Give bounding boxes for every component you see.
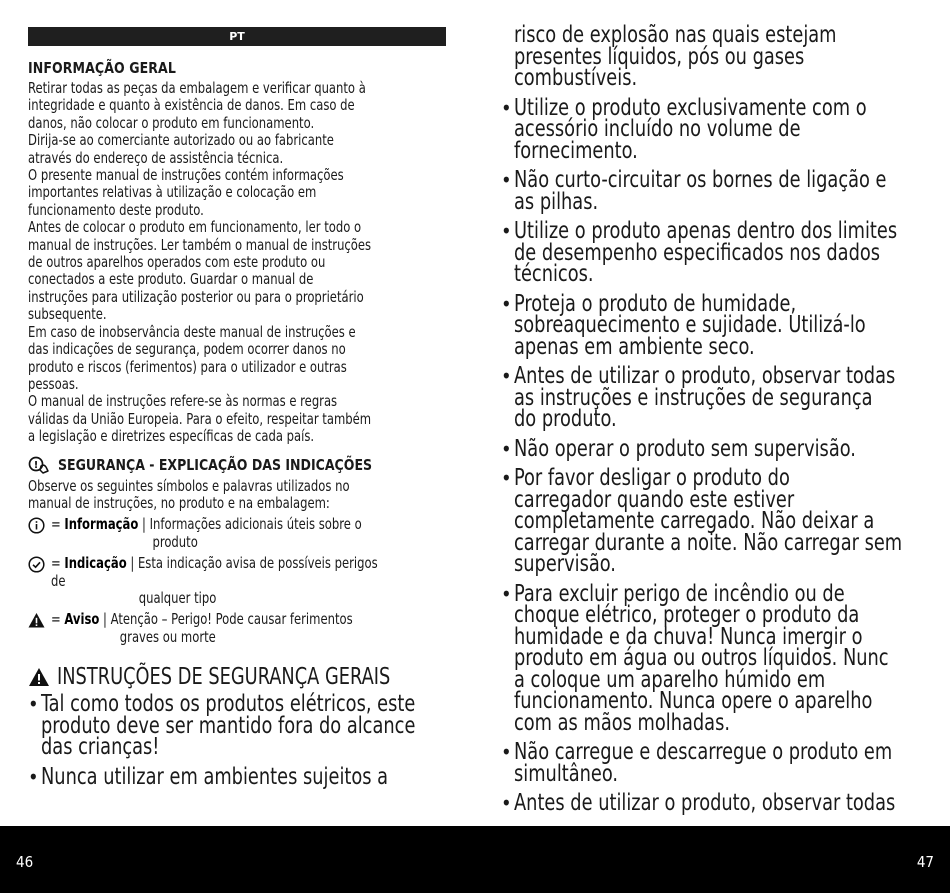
text-line: instruções para utilização posterior ou para o proprietário	[28, 287, 364, 306]
general-safety-heading: INSTRUÇÕES DE SEGURANÇA GERAIS	[57, 664, 391, 691]
text-line: Utilize o produto apenas dentro dos limites	[514, 218, 898, 244]
list-item	[501, 435, 922, 462]
text-line: a legislação e diretrizes específicas de cada país.	[28, 427, 315, 446]
text-line: produto deve ser mantido fora do alcance	[41, 712, 416, 739]
text-line: simultâneo.	[514, 760, 619, 787]
text-line: a coloque um aparelho húmido em	[514, 666, 826, 693]
list-item	[28, 691, 447, 761]
text-line: O manual de instruções refere-se às normas e regras	[28, 392, 338, 411]
list-item	[501, 739, 922, 787]
list-item	[501, 290, 922, 360]
symbol-term: Indicação	[64, 554, 127, 573]
text-line: técnicos.	[514, 261, 594, 287]
list-item	[501, 465, 922, 577]
bullet-icon: •	[28, 764, 39, 789]
info-circle-icon	[28, 517, 45, 534]
text-line: Retirar todas as peças da embalagem e verificar quanto à	[28, 79, 366, 97]
text-line: Antes de utilizar o produto, observar todas	[514, 363, 896, 389]
bullet-icon: •	[501, 95, 512, 120]
text-line: manual de instruções, no produto e na embalagem:	[28, 493, 330, 512]
text-line: as pilhas.	[514, 188, 599, 215]
text-line: combustíveis.	[514, 65, 638, 91]
text-line: acessório incluído no volume de	[514, 116, 801, 142]
bullet-icon: •	[501, 364, 512, 388]
text-line: através do endereço de assistência técnica.	[28, 148, 284, 167]
text-line: Nunca utilizar em ambientes sujeitos a	[41, 763, 389, 790]
text-line: fornecimento.	[514, 137, 638, 164]
text-line: supervisão.	[514, 551, 616, 577]
text-line: funcionamento deste produto.	[28, 200, 204, 219]
text-line: Não curto-circuitar os bornes de ligação e	[514, 167, 887, 193]
text-line: do produto.	[514, 406, 617, 432]
text-line: Observe os seguintes símbolos e palavras utilizados no	[28, 476, 350, 495]
general-info-heading: INFORMAÇÃO GERAL	[28, 59, 176, 77]
symbol-description: = Aviso | Atenção – Perigo! Pode causar ferimentos	[51, 610, 353, 629]
right-page	[475, 0, 950, 826]
text-line: importantes relativas à utilização e colocação em	[28, 183, 317, 202]
bullet-icon: •	[501, 466, 512, 490]
text-line: válidas da União Europeia. Para o efeito, respeitar também	[28, 409, 372, 428]
bullet-icon: •	[501, 168, 512, 192]
text-line: Tal como todos os produtos elétricos, este	[41, 691, 416, 718]
safety-list-right	[501, 94, 922, 816]
general-safety-header	[28, 664, 447, 690]
symbol-description: = Indicação | Esta indicação avisa de possíveis perigos de	[51, 554, 378, 590]
symbol-description-cont: produto	[152, 532, 198, 551]
text-line: apenas em ambiente seco.	[514, 333, 755, 360]
text-line: carregar durante a noite. Não carregar sem	[514, 529, 903, 556]
page-number-left: 46	[16, 853, 34, 871]
text-line: completamente carregado. Não deixar a	[514, 508, 875, 534]
warning-triangle-icon	[28, 612, 45, 629]
list-item	[501, 580, 922, 736]
general-info-text	[28, 80, 445, 446]
symbol-row	[28, 555, 447, 607]
text-line: com as mãos molhadas.	[514, 709, 731, 736]
text-line: Não carregue e descarregue o produto em	[514, 739, 893, 765]
symbol-term: Aviso	[64, 610, 100, 629]
bullet-icon: •	[501, 219, 512, 243]
bullet-icon: •	[501, 740, 512, 764]
text-line: pessoas.	[28, 374, 79, 393]
text-line: sobreaquecimento e sujidade. Utilizá-lo	[514, 312, 866, 338]
text-line: Dirija-se ao comerciante autorizado ou ao fabricante	[28, 131, 334, 150]
safety-explanation-heading: SEGURANÇA - EXPLICAÇÃO DAS INDICAÇÕES	[58, 455, 373, 474]
bullet-icon: •	[501, 436, 512, 461]
text-line: risco de explosão nas quais estejam	[514, 22, 837, 48]
text-line: carregador quando este estiver	[514, 486, 795, 513]
safety-explanation-intro	[28, 478, 445, 513]
symbol-term: Informação	[64, 515, 139, 534]
text-line: Em caso de inobservância deste manual de instruções e	[28, 322, 356, 341]
text-line: presentes líquidos, pós ou gases	[514, 43, 805, 70]
text-line: choque elétrico, proteger o produto da	[514, 602, 860, 628]
list-item	[28, 763, 447, 790]
text-line: produto em água ou outros líquidos. Nunc	[514, 645, 889, 671]
text-line: danos, não colocar o produto em funcionamento.	[28, 113, 315, 132]
text-line: subsequente.	[28, 305, 107, 324]
safety-explanation-header	[28, 456, 447, 474]
text-line: Antes de colocar o produto em funcionamento, ler todo o	[28, 218, 362, 237]
check-circle-icon	[28, 556, 45, 573]
bullet-icon: •	[501, 791, 512, 815]
text-line: Proteja o produto de humidade,	[514, 290, 797, 317]
symbol-row	[28, 611, 447, 646]
left-page	[0, 0, 475, 826]
text-line: Antes de utilizar o produto, observar todas	[514, 790, 896, 816]
list-item	[501, 167, 922, 215]
text-line: de desempenho especificados nos dados	[514, 239, 881, 266]
text-line: Utilize o produto exclusivamente com o	[514, 94, 867, 121]
symbol-description: = Informação | Informações adicionais úteis sobre o	[51, 515, 362, 534]
text-line: Não operar o produto sem supervisão.	[514, 435, 856, 462]
bullet-icon: •	[501, 291, 512, 316]
symbol-description-cont: graves ou morte	[119, 627, 216, 646]
text-line: integridade e quanto à existência de danos. Em caso de	[28, 96, 355, 115]
safety-list-continuation	[501, 22, 922, 91]
language-badge: PT	[28, 27, 446, 46]
symbol-legend	[28, 516, 447, 646]
text-line: manual de instruções. Ler também o manual de instruções	[28, 235, 372, 254]
list-item	[501, 363, 922, 432]
list-item	[501, 94, 922, 164]
text-line: Por favor desligar o produto do	[514, 465, 790, 491]
text-line: de outros aparelhos operados com este produto ou	[28, 253, 326, 272]
page-number-right: 47	[916, 853, 934, 871]
text-line: conectados a este produto. Guardar o manual de	[28, 270, 314, 289]
bullet-icon: •	[28, 692, 39, 717]
text-line: Para excluir perigo de incêndio ou de	[514, 580, 845, 607]
text-line: funcionamento. Nunca opere o aparelho	[514, 688, 873, 714]
text-line: produto e riscos (ferimentos) para o utilizador e outras	[28, 357, 347, 376]
bullet-icon: •	[501, 581, 512, 606]
list-item	[501, 790, 922, 816]
warning-triangle-icon	[28, 667, 50, 687]
list-item	[501, 218, 922, 287]
text-line: das crianças!	[41, 734, 160, 761]
safety-hands-icon	[28, 456, 50, 474]
symbol-description-cont: qualquer tipo	[138, 588, 217, 607]
text-line: humidade e da chuva! Nunca imergir o	[514, 623, 863, 650]
svg-text:!: !	[33, 459, 39, 471]
text-line: das indicações de segurança, podem ocorrer danos no	[28, 340, 346, 359]
symbol-row	[28, 516, 447, 551]
text-line: O presente manual de instruções contém informações	[28, 166, 344, 185]
safety-list-left	[28, 691, 447, 790]
text-line: as instruções e instruções de segurança	[514, 384, 873, 411]
page-footer	[0, 826, 950, 893]
